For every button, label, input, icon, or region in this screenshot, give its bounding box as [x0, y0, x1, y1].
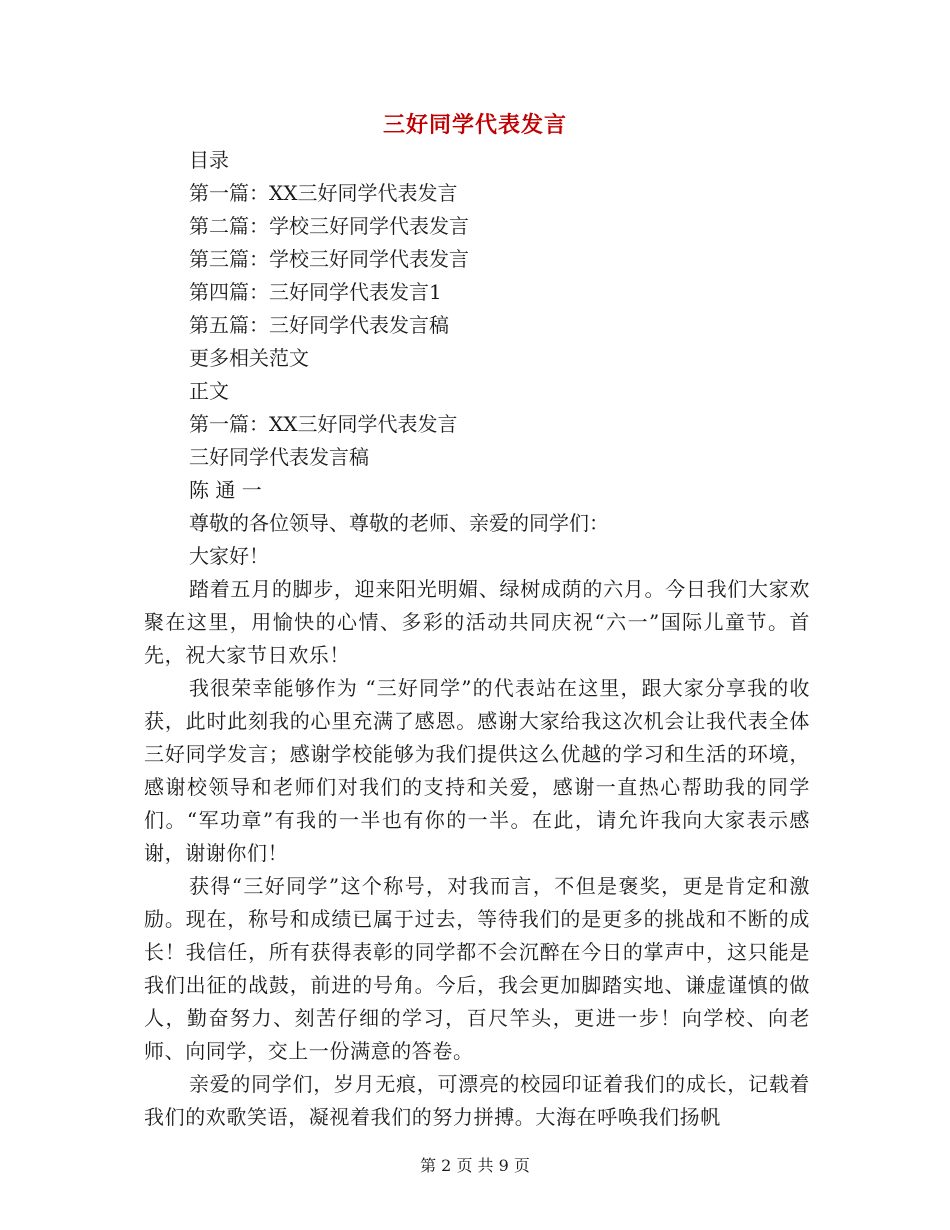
greeting: 大家好！ [189, 544, 269, 568]
page-footer: 第 2 页 共 9 页 [420, 1156, 530, 1175]
toc-heading: 目录 [189, 148, 229, 172]
paragraph-4: 亲爱的同学们，岁月无痕，可漂亮的校园印证着我们的成长，记载着我们的欢歌笑语，凝视着我们的努力拼搏。大海在呼唤我们扬帆 [144, 1072, 810, 1129]
toc-item-1: 第一篇：XX三好同学代表发言 [189, 181, 458, 205]
speech-title: 三好同学代表发言稿 [189, 445, 369, 469]
speaker-name: 陈 通 一 [189, 478, 262, 502]
paragraph-1: 踏着五月的脚步，迎来阳光明媚、绿树成荫的六月。今日我们大家欢聚在这里，用愉快的心情、多彩的活动共同庆祝“六一”国际儿童节。首先，祝大家节日欢乐！ [144, 577, 810, 667]
toc-item-more: 更多相关范文 [189, 346, 309, 370]
toc-item-3: 第三篇：学校三好同学代表发言 [189, 247, 469, 271]
body-heading: 正文 [189, 379, 229, 403]
document-body [144, 144, 810, 1134]
paragraph-2: 我很荣幸能够作为 “三好同学”的代表站在这里，跟大家分享我的收获，此时此刻我的心里充满了感恩。感谢大家给我这次机会让我代表全体三好同学发言；感谢学校能够为我们提供这么优越的学习和生活的环境，感谢校领导和老师们对我们的支持和关爱，感谢一直热心帮助我的同学们。“军功章”有我的一半也有你的一半。在此，请允许我向大家表示感谢，谢谢你们！ [144, 676, 810, 865]
toc-item-2: 第二篇：学校三好同学代表发言 [189, 214, 469, 238]
paragraph-3: 获得“三好同学”这个称号，对我而言，不但是褒奖，更是肯定和激励。现在，称号和成绩已属于过去，等待我们的是更多的挑战和不断的成长！我信任，所有获得表彰的同学都不会沉醉在今日的掌声中，这只能是我们出征的战鼓，前进的号角。今后，我会更加脚踏实地、谦虚谨慎的做人，勤奋努力、刻苦仔细的学习，百尺竿头，更进一步！向学校、向老师、向同学，交上一份满意的答卷。 [144, 874, 810, 1063]
section-heading: 第一篇：XX三好同学代表发言 [189, 412, 458, 436]
toc-item-5: 第五篇：三好同学代表发言稿 [189, 313, 449, 337]
toc-item-4: 第四篇：三好同学代表发言1 [189, 280, 442, 304]
document-title: 三好同学代表发言 [382, 113, 567, 138]
salutation: 尊敬的各位领导、尊敬的老师、亲爱的同学们： [189, 511, 609, 535]
